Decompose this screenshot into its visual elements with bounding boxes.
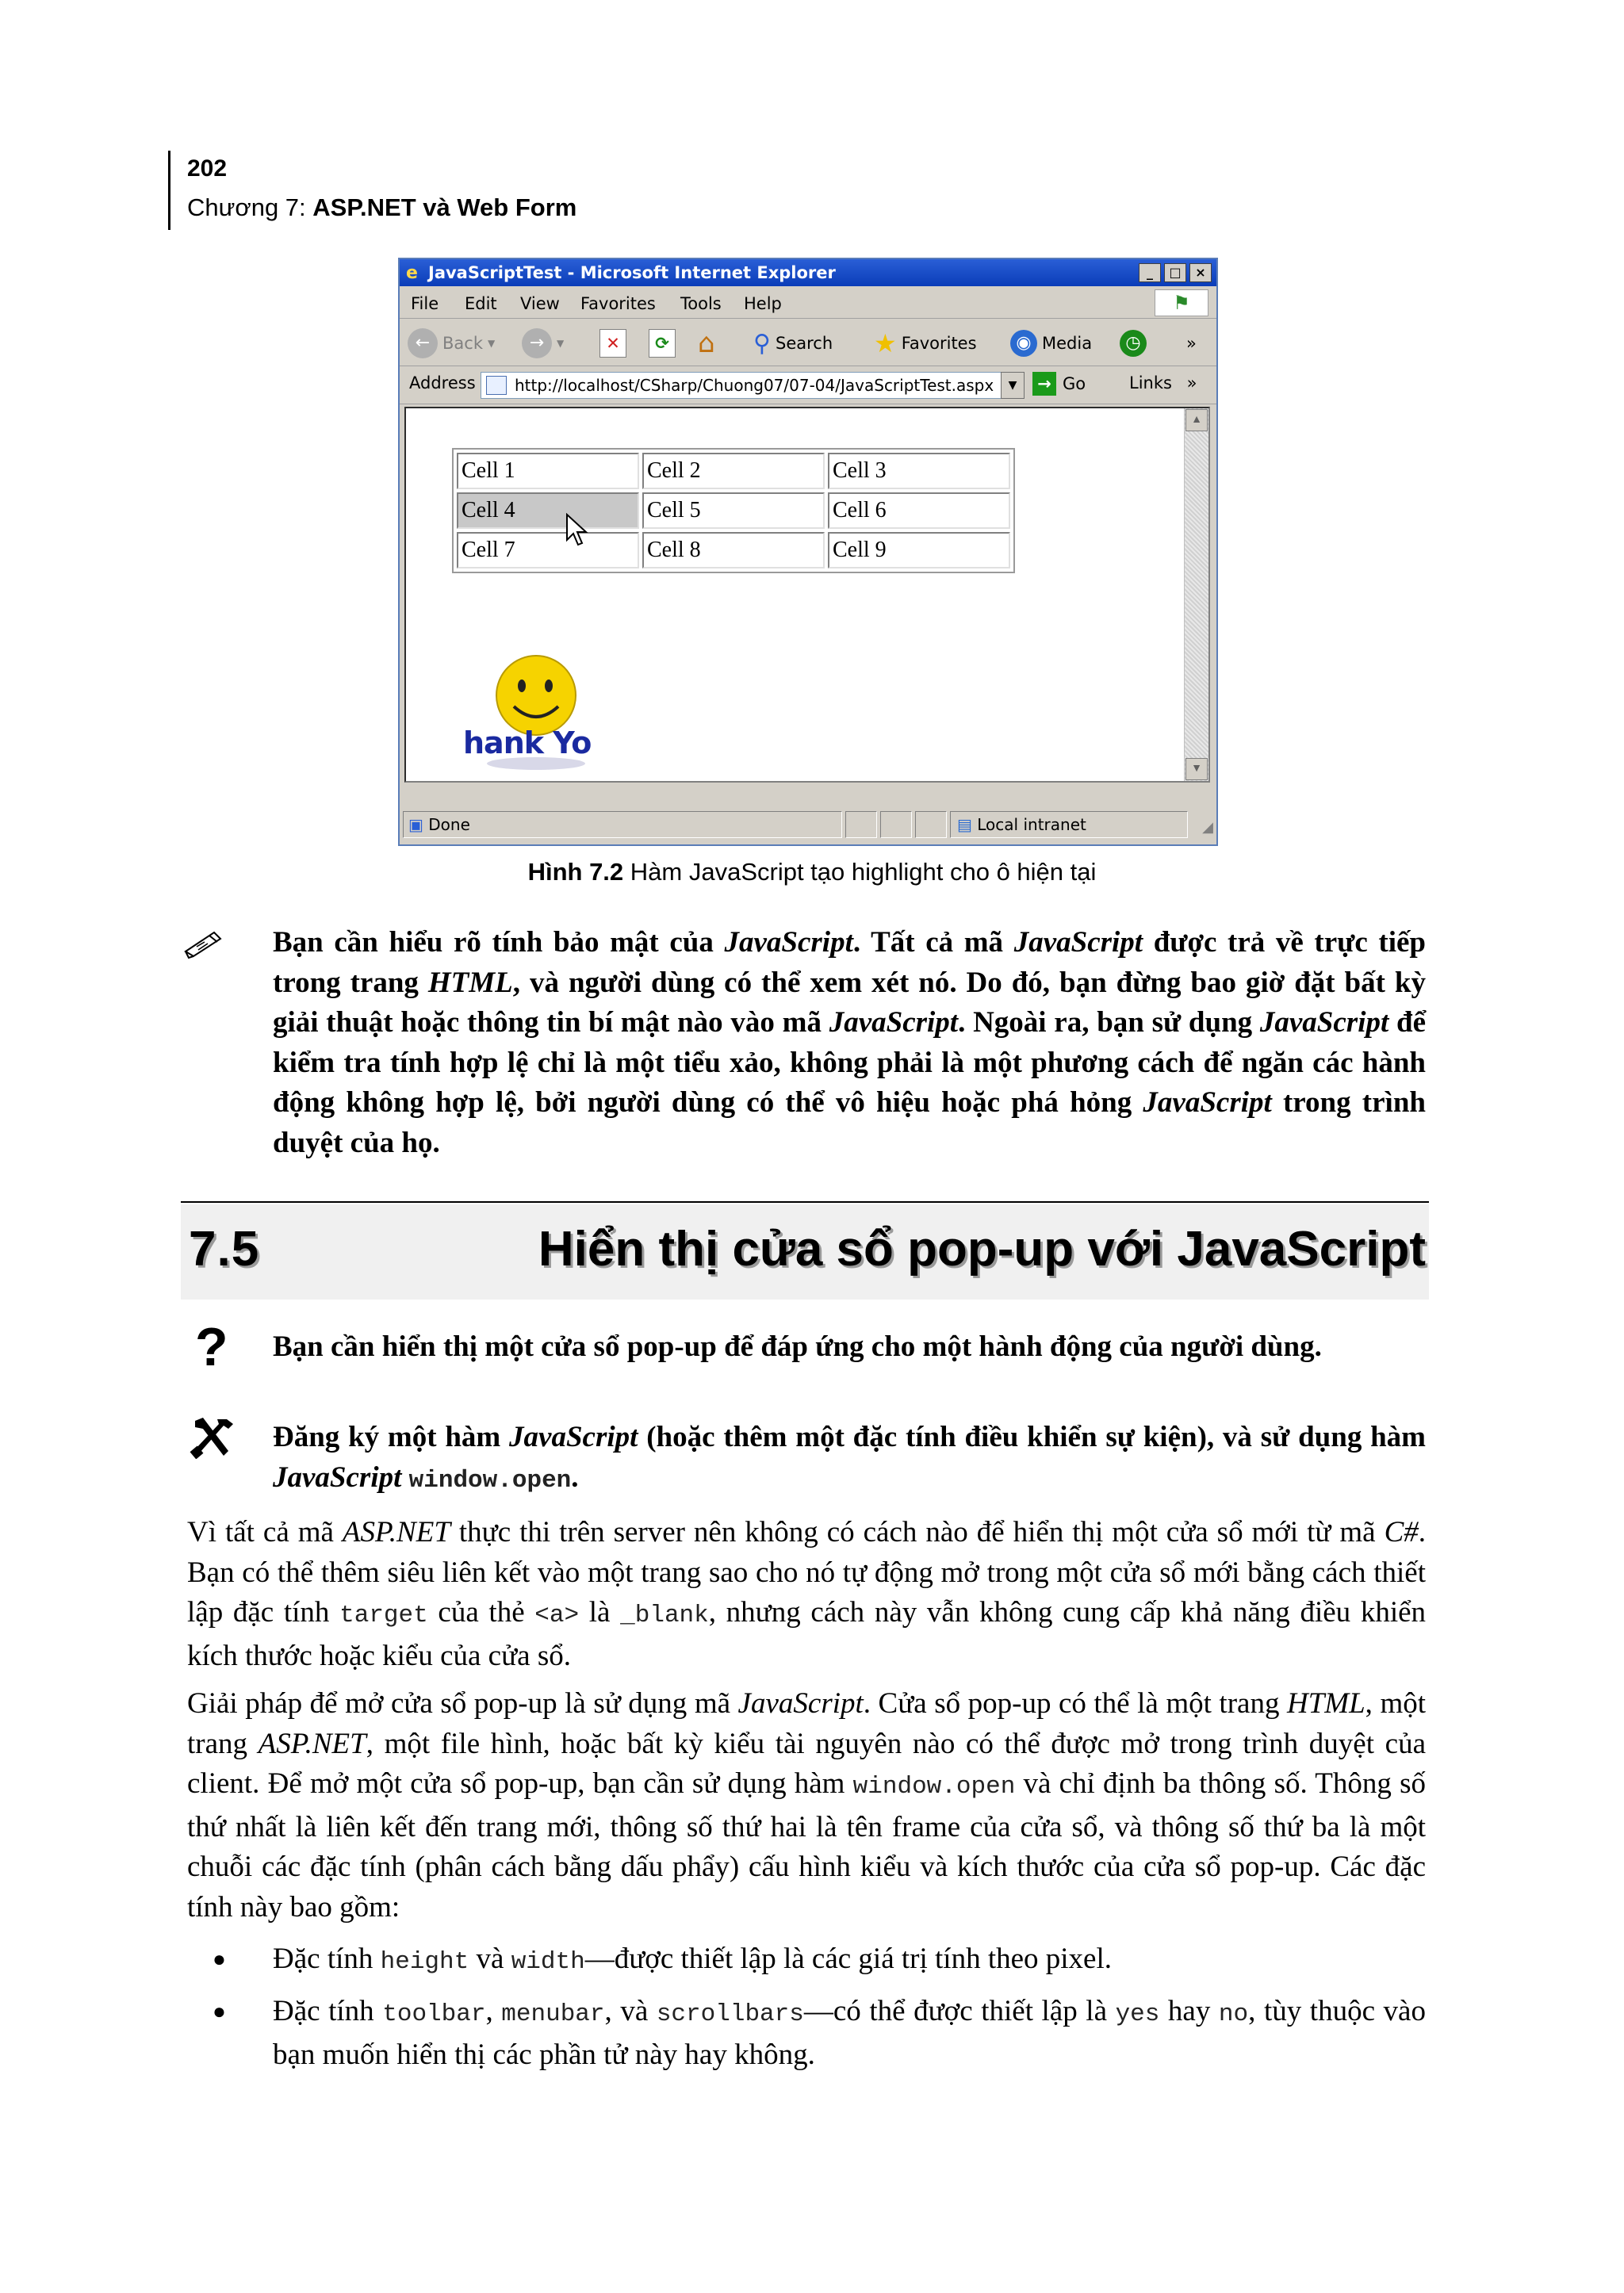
vertical-scrollbar[interactable] xyxy=(1184,408,1208,781)
thank-you-text: hank Yo xyxy=(463,725,592,760)
code-run: <a> xyxy=(534,1602,580,1629)
text-run: , và người dùng có thể xem xét nó. Do đó, bạn đừng bao giờ đặt bất kỳ giải thuật hoặc thông tin bí mật nào vào mã xyxy=(273,966,1426,1039)
home-icon: ⌂ xyxy=(698,327,715,359)
code-run: width xyxy=(511,1948,585,1976)
italic-run: JavaScript xyxy=(1259,1006,1389,1039)
code-run: _blank xyxy=(620,1602,709,1629)
menu-favorites[interactable]: Favorites xyxy=(580,294,656,313)
scroll-down-icon[interactable]: ▼ xyxy=(1185,758,1208,780)
status-bar xyxy=(400,808,1216,843)
media-label: Media xyxy=(1042,334,1093,353)
italic-run: JavaScript xyxy=(1143,1086,1272,1119)
history-icon: ◷ xyxy=(1120,330,1147,357)
bullet-item-2 xyxy=(273,1992,1426,2075)
intranet-icon: ▤ xyxy=(957,815,972,834)
address-label: Address xyxy=(409,373,476,392)
chevron-down-icon: ▼ xyxy=(1008,379,1017,392)
search-button[interactable] xyxy=(753,327,833,359)
text-run: , một trang xyxy=(187,1687,1426,1760)
home-button[interactable] xyxy=(698,327,715,359)
text-run: . Bạn có thể thêm siêu liên kết vào một trang sao cho nó tự động mở trong một cửa sổ mới bằng cách thiết lập đặc tính xyxy=(187,1516,1426,1629)
ie-logo-icon: e xyxy=(406,263,418,283)
search-icon: ⚲ xyxy=(753,329,771,358)
status-pane-2 xyxy=(880,811,912,838)
section-title: Hiển thị cửa sổ pop-up với JavaScript xyxy=(538,1222,1426,1277)
maximize-button[interactable]: □ xyxy=(1164,263,1186,282)
go-arrow-icon: → xyxy=(1032,372,1056,396)
favorites-button[interactable] xyxy=(874,327,977,359)
forward-arrow-icon: → xyxy=(522,328,552,358)
problem-text: Bạn cần hiển thị một cửa sổ pop-up để đáp ứng cho một hành động của người dùng. xyxy=(273,1330,1322,1363)
text-run: —có thể được thiết lập là xyxy=(803,1995,1116,2027)
security-note xyxy=(273,923,1426,1163)
table-cell[interactable]: Cell 5 xyxy=(642,492,825,529)
body-paragraph-2 xyxy=(187,1684,1426,1927)
favorites-label: Favorites xyxy=(901,334,977,353)
menu-view[interactable]: View xyxy=(520,294,560,313)
close-button[interactable]: × xyxy=(1189,263,1212,282)
italic-run: JavaScript xyxy=(737,1687,864,1720)
menu-help[interactable]: Help xyxy=(744,294,782,313)
cell-table xyxy=(452,448,1015,573)
code-run: toolbar xyxy=(382,2000,486,2028)
page-viewport xyxy=(404,407,1210,783)
italic-run: JavaScript xyxy=(724,926,853,959)
text-run: . Ngoài ra, bạn sử dụng xyxy=(958,1006,1260,1039)
page-number: 202 xyxy=(187,155,228,182)
status-pane-1 xyxy=(845,811,877,838)
menu-bar xyxy=(400,288,1216,319)
code-run: yes xyxy=(1115,2000,1160,2028)
scroll-up-icon[interactable]: ▲ xyxy=(1185,409,1208,431)
table-row xyxy=(457,492,1010,529)
table-cell[interactable]: Cell 9 xyxy=(828,532,1010,568)
text-run: , tùy thuộc vào bạn muốn hiển thị các phần tử này hay không. xyxy=(273,1995,1426,2071)
section-rule xyxy=(181,1201,1429,1203)
code-run: window.open xyxy=(852,1773,1016,1801)
windows-flag-icon: ⚑ xyxy=(1155,289,1208,316)
text-run: hay xyxy=(1159,1995,1219,2027)
figure-caption xyxy=(0,858,1624,886)
text-run: Giải pháp để mở cửa sổ pop-up là sử dụng mã xyxy=(187,1687,738,1720)
bullet-dot-2: ● xyxy=(213,2000,226,2024)
italic-run: ASP.NET xyxy=(258,1727,366,1760)
thank-you-image xyxy=(460,654,596,771)
solution-text xyxy=(273,1418,1426,1501)
italic-run: HTML xyxy=(427,966,513,999)
status-text: Done xyxy=(428,815,470,834)
italic-run: ASP.NET xyxy=(342,1516,450,1548)
media-button[interactable] xyxy=(1010,327,1092,359)
caption-text: Hàm JavaScript tạo highlight cho ô hiện tại xyxy=(623,858,1097,886)
browser-title: JavaScriptTest - Microsoft Internet Explorer xyxy=(428,263,836,282)
address-input[interactable] xyxy=(481,372,1025,399)
resize-grip-icon: ◢ xyxy=(1202,819,1213,836)
address-dropdown[interactable] xyxy=(1001,372,1025,399)
back-label: Back xyxy=(442,334,483,353)
address-bar xyxy=(400,367,1216,404)
media-icon: ◉ xyxy=(1010,330,1037,357)
bullet-item-1 xyxy=(273,1939,1426,1983)
caption-label: Hình 7.2 xyxy=(527,858,624,886)
table-row xyxy=(457,532,1010,568)
table-cell[interactable]: Cell 7 xyxy=(457,532,639,568)
code-run: target xyxy=(339,1602,428,1629)
header-rule xyxy=(168,151,170,230)
chapter-prefix: Chương 7: xyxy=(187,193,313,221)
italic-run: HTML xyxy=(1286,1687,1365,1720)
text-run: —được thiết lập là các giá trị tính theo pixel. xyxy=(584,1943,1113,1975)
back-arrow-icon: ← xyxy=(408,328,438,358)
chevron-right-icon: » xyxy=(1186,334,1197,353)
table-cell[interactable]: Cell 4 xyxy=(457,492,639,529)
favorites-star-icon: ★ xyxy=(874,328,897,358)
text-run: , xyxy=(485,1995,502,2027)
status-zone xyxy=(950,811,1188,838)
history-button[interactable] xyxy=(1120,327,1147,359)
table-cell[interactable]: Cell 6 xyxy=(828,492,1010,529)
text-run: là xyxy=(579,1596,621,1629)
status-page-icon: ▣ xyxy=(408,815,423,834)
links-label: Links xyxy=(1129,373,1172,392)
text-run: Đặc tính xyxy=(273,1943,381,1975)
status-pane-3 xyxy=(915,811,947,838)
back-dropdown-icon: ▼ xyxy=(487,338,496,349)
toolbar xyxy=(400,320,1216,366)
minimize-button[interactable]: _ xyxy=(1139,263,1161,282)
table-row xyxy=(457,453,1010,489)
status-zone-text: Local intranet xyxy=(977,815,1086,834)
question-icon: ? xyxy=(195,1317,228,1377)
table-cell[interactable]: Cell 3 xyxy=(828,453,1010,489)
page-icon xyxy=(486,376,507,395)
text-run: . Tất cả mã xyxy=(852,926,1014,959)
italic-run: JavaScript xyxy=(273,1460,402,1494)
text-run: Đặc tính xyxy=(273,1995,383,2027)
section-number: 7.5 xyxy=(189,1222,260,1277)
links-chevron-icon: » xyxy=(1186,373,1197,392)
code-run: window.open xyxy=(408,1466,572,1495)
refresh-icon: ⟳ xyxy=(649,329,676,358)
italic-run: C# xyxy=(1384,1516,1419,1548)
text-run: Vì tất cả mã xyxy=(187,1516,343,1548)
code-run: menubar xyxy=(501,2000,605,2028)
forward-button[interactable] xyxy=(522,327,564,359)
text-run: (hoặc thêm một đặc tính điều khiển sự kiện), và sử dụng hàm xyxy=(638,1421,1427,1453)
address-url: http://localhost/CSharp/Chuong07/07-04/JavaScriptTest.aspx xyxy=(515,376,994,395)
italic-run: JavaScript xyxy=(829,1006,959,1039)
mouse-pointer-icon xyxy=(565,513,592,549)
text-run xyxy=(401,1461,408,1494)
back-button[interactable] xyxy=(408,327,495,359)
menu-file[interactable]: File xyxy=(411,294,439,313)
forward-dropdown-icon: ▼ xyxy=(557,338,565,349)
text-run: , nhưng cách này vẫn không cung cấp khả năng điều khiển kích thước hoặc kiểu của cửa sổ. xyxy=(187,1596,1427,1672)
menu-edit[interactable]: Edit xyxy=(465,294,497,313)
note-pencil-icon xyxy=(184,928,227,959)
stop-icon: ✕ xyxy=(599,329,626,358)
chapter-title: ASP.NET và Web Form xyxy=(312,193,577,221)
text-run: . Cửa sổ pop-up có thể là một trang xyxy=(863,1687,1287,1720)
bullet-dot-1: ● xyxy=(213,1947,226,1972)
table-cell[interactable]: Cell 1 xyxy=(457,453,639,489)
tools-icon xyxy=(189,1416,236,1459)
text-run: Đăng ký một hàm xyxy=(273,1421,510,1453)
go-button[interactable] xyxy=(1032,372,1086,396)
body-paragraph-1 xyxy=(187,1513,1426,1676)
code-run: no xyxy=(1218,2000,1249,2028)
table-cell[interactable]: Cell 2 xyxy=(642,453,825,489)
text-run: của thẻ xyxy=(427,1596,535,1629)
browser-titlebar xyxy=(400,259,1216,286)
browser-window xyxy=(398,258,1218,846)
stop-button[interactable] xyxy=(599,327,626,359)
italic-run: JavaScript xyxy=(1013,926,1143,959)
chapter-heading xyxy=(187,193,576,222)
refresh-button[interactable] xyxy=(649,327,676,359)
text-run: , một file hình, hoặc bất kỳ kiểu tài nguyên nào có thể được mở trong trình duyệt của client. Để mở một cửa sổ pop-up, bạn cần sử dụng hàm xyxy=(187,1727,1426,1800)
code-run: height xyxy=(380,1948,469,1976)
window-controls xyxy=(1139,263,1212,282)
go-label: Go xyxy=(1063,374,1086,393)
text-run: và chỉ định ba thông số. Thông số thứ nhất là liên kết đến trang mới, thông số thứ hai là tên frame của cửa sổ, và thông số thứ ba là một chuỗi các đặc tính (phân cách bằng dấu phẩy) cấu hình kiểu và kích thước của cửa sổ pop-up. Các đặc tính này bao gồm: xyxy=(187,1767,1426,1924)
text-run: để kiểm tra tính hợp lệ chỉ là một tiểu xảo, không phải là một phương cách để ngăn các hành động không hợp lệ, bởi người dùng có thể vô hiệu hoặc phá hỏng xyxy=(273,1006,1426,1119)
text-run: . xyxy=(571,1460,579,1494)
text-run: được trả về trực tiếp trong trang xyxy=(273,926,1427,999)
status-main xyxy=(403,811,842,838)
code-run: scrollbars xyxy=(656,2000,804,2028)
links-button[interactable] xyxy=(1129,373,1197,392)
table-cell[interactable]: Cell 8 xyxy=(642,532,825,568)
italic-run: JavaScript xyxy=(509,1421,638,1453)
text-run: Bạn cần hiểu rõ tính bảo mật của xyxy=(273,926,725,959)
text-run: thực thi trên server nên không có cách nào để hiển thị một cửa sổ mới từ mã xyxy=(450,1516,1385,1548)
text-run: trong trình duyệt của họ. xyxy=(273,1086,1426,1159)
search-label: Search xyxy=(775,334,833,353)
toolbar-chevron[interactable] xyxy=(1186,327,1197,359)
menu-tools[interactable]: Tools xyxy=(680,294,722,313)
text-run: , và xyxy=(604,1995,657,2027)
text-run: và xyxy=(469,1943,511,1975)
